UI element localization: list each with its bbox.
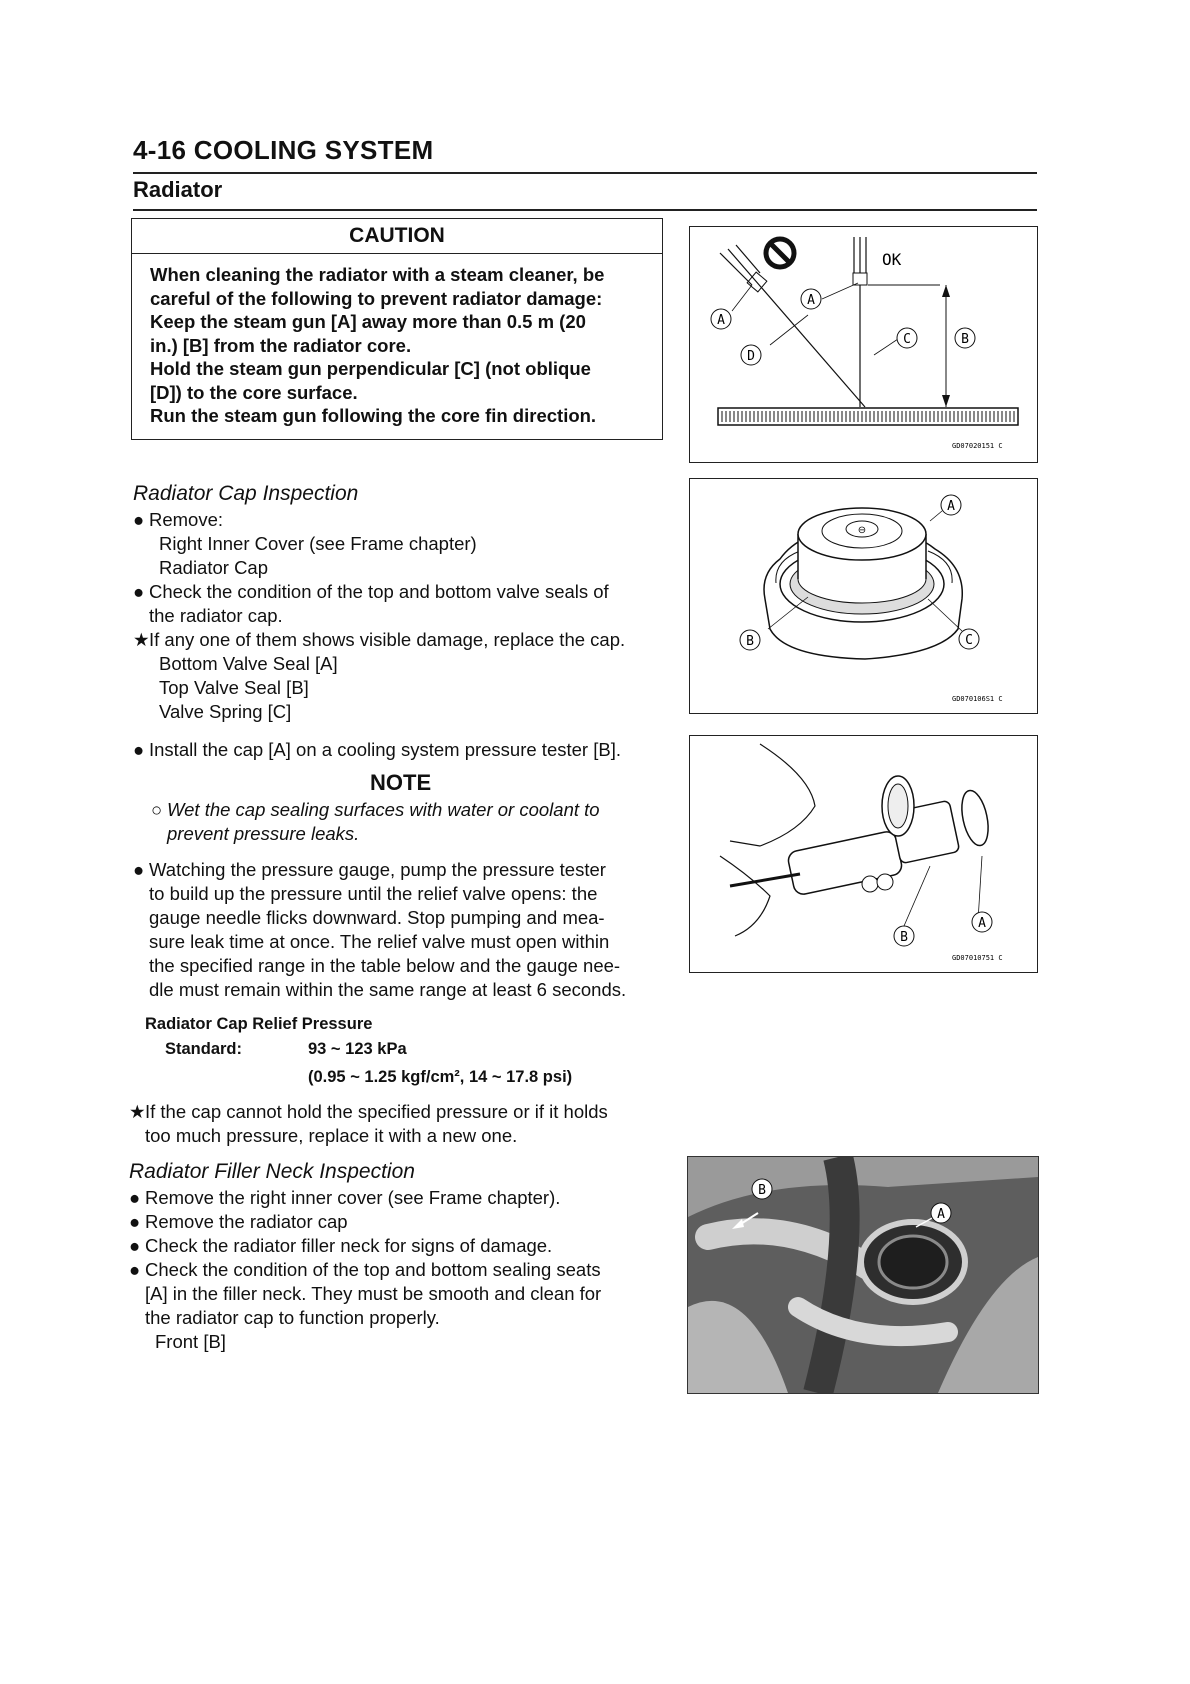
section-rule	[133, 209, 1037, 211]
steam-gun-diagram	[690, 227, 1037, 462]
svg-text:⊖: ⊖	[857, 525, 867, 536]
list-item: gauge needle flicks downward. Stop pumping and mea-	[149, 907, 605, 928]
label-c: C	[965, 633, 973, 648]
list-item: ● Install the cap [A] on a cooling system pressure tester [B].	[133, 739, 621, 760]
list-item: the radiator cap.	[149, 605, 283, 626]
label-c: C	[903, 332, 911, 347]
spec-value: 93 ~ 123 kPa	[308, 1040, 407, 1058]
figure-code: GD070106S1 C	[952, 695, 1003, 703]
caution-line: Keep the steam gun [A] away more than 0.5 m (20	[150, 311, 586, 332]
spec-label: Standard:	[165, 1040, 243, 1058]
list-item: to build up the pressure until the relief valve opens: the	[149, 883, 598, 904]
list-item: Front [B]	[155, 1331, 226, 1352]
header-rule	[133, 172, 1037, 174]
label-b: B	[746, 634, 754, 649]
caution-line: careful of the following to prevent radiator damage:	[150, 287, 603, 309]
note-line: ○ Wet the cap sealing surfaces with water or coolant to	[151, 799, 600, 820]
caution-line: [D]) to the core surface.	[150, 381, 358, 403]
spec-title: Radiator Cap Relief Pressure	[145, 1015, 373, 1033]
filler-neck-photo-image	[688, 1157, 1038, 1393]
label-a: A	[807, 293, 815, 308]
list-item: ● Check the condition of the top and bottom valve seals of	[133, 581, 609, 602]
list-item: ● Watching the pressure gauge, pump the pressure tester	[133, 859, 606, 880]
caution-line: in.) [B] from the radiator core.	[150, 334, 412, 356]
ok-label: OK	[882, 250, 902, 269]
spec-value-alt: (0.95 ~ 1.25 kgf/cm², 14 ~ 17.8 psi)	[308, 1068, 573, 1086]
note-line: prevent pressure leaks.	[167, 823, 360, 844]
list-item: sure leak time at once. The relief valve must open within	[149, 931, 610, 952]
list-item: the radiator cap to function properly.	[145, 1307, 440, 1328]
label-a: A	[717, 313, 725, 328]
caution-line: Hold the steam gun perpendicular [C] (not oblique	[150, 358, 591, 379]
cap-inspection-heading: Radiator Cap Inspection	[133, 482, 359, 505]
list-item: ● Remove the radiator cap	[129, 1211, 348, 1232]
label-a: A	[947, 499, 955, 514]
label-d: D	[747, 349, 755, 364]
radiator-cap-diagram	[690, 479, 1037, 713]
list-item: dle must remain within the same range at least 6 seconds.	[149, 979, 627, 1000]
list-item: Valve Spring [C]	[159, 701, 292, 722]
figure-code: GD07020151 C	[952, 442, 1003, 450]
list-item: Right Inner Cover (see Frame chapter)	[159, 533, 477, 554]
list-item: too much pressure, replace it with a new one.	[145, 1125, 518, 1146]
note-heading: NOTE	[370, 770, 432, 795]
label-b: B	[900, 930, 908, 945]
pressure-tester-figure	[689, 735, 1038, 973]
page-title: 4-16 COOLING SYSTEM	[133, 135, 434, 165]
list-item: ● Remove the right inner cover (see Frame chapter).	[129, 1187, 561, 1208]
caution-line: Run the steam gun following the core fin direction.	[150, 405, 597, 426]
list-item: Bottom Valve Seal [A]	[159, 653, 338, 674]
pressure-tester-diagram	[690, 736, 1037, 972]
list-item: ● Check the condition of the top and bottom sealing seats	[129, 1259, 601, 1280]
label-a: A	[937, 1207, 945, 1222]
figure-code: GD07010751 C	[952, 954, 1003, 962]
steam-gun-figure	[689, 226, 1038, 463]
label-a: A	[978, 916, 986, 931]
radiator-core	[718, 408, 1018, 425]
label-b: B	[758, 1183, 766, 1198]
caution-box	[131, 218, 663, 440]
list-item: Top Valve Seal [B]	[159, 677, 309, 698]
caution-heading: CAUTION	[132, 219, 662, 254]
list-item: ★If any one of them shows visible damage, replace the cap.	[133, 629, 626, 650]
filler-neck-heading: Radiator Filler Neck Inspection	[129, 1160, 415, 1183]
list-item: ● Check the radiator filler neck for signs of damage.	[129, 1235, 553, 1256]
list-item: ● Remove:	[133, 509, 224, 530]
filler-neck-photo	[687, 1156, 1039, 1394]
section-title: Radiator	[133, 177, 223, 202]
list-item: the specified range in the table below and the gauge nee-	[149, 955, 621, 976]
label-b: B	[961, 332, 969, 347]
list-item: ★If the cap cannot hold the specified pressure or if it holds	[129, 1101, 608, 1122]
caution-text	[150, 263, 652, 428]
caution-line: When cleaning the radiator with a steam cleaner, be	[150, 264, 605, 285]
list-item: [A] in the filler neck. They must be smooth and clean for	[145, 1283, 602, 1304]
radiator-cap-figure	[689, 478, 1038, 714]
list-item: Radiator Cap	[159, 557, 269, 578]
